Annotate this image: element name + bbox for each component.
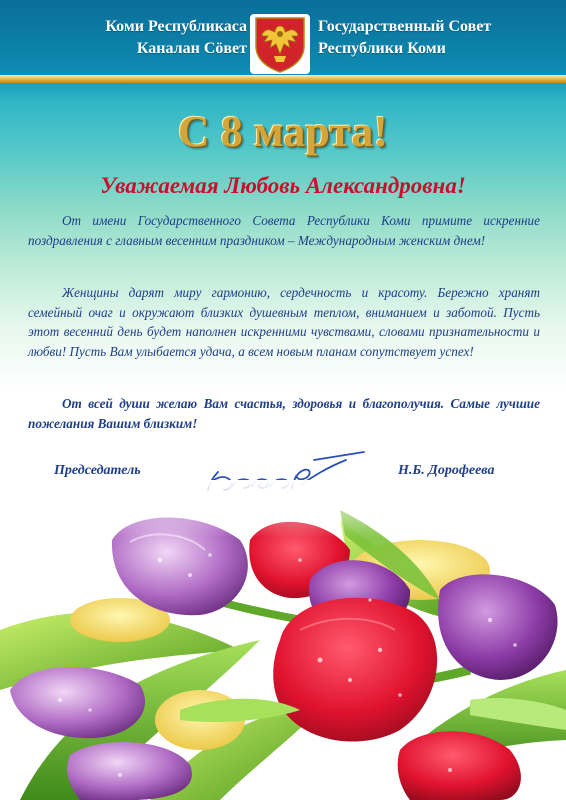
salutation: Уважаемая Любовь Александровна!	[100, 173, 466, 198]
tulips-illustration	[0, 480, 566, 800]
coat-of-arms-komi-icon	[248, 12, 312, 76]
body-paragraph-1: От имени Государственного Совета Республики Коми примите искренние поздравления с главным весенним праздником – Международным женским днем!	[28, 213, 540, 248]
greeting-title: С 8 марта!	[177, 107, 389, 156]
header-left-line1: Коми Республикаса	[105, 18, 247, 35]
signatory-name: Н.Б. Дорофеева	[398, 463, 495, 478]
header-right-line2: Республики Коми	[318, 40, 446, 57]
header-right-line1: Государственный Совет	[318, 18, 492, 35]
signatory-title: Председатель	[54, 463, 141, 478]
body-paragraph-3: От всей души желаю Вам счастья, здоровья и благополучия. Самые лучшие пожелания Вашим близким!	[28, 396, 540, 431]
header-divider	[0, 75, 566, 83]
header-gossovet-name	[318, 16, 548, 60]
header-left-line2: Каналан Сӧвет	[136, 40, 247, 57]
header-komi-name	[52, 16, 247, 60]
body-paragraph-2: Женщины дарят миру гармонию, сердечность и красоту. Бережно хранят семейный очаг и окружают близких душевным теплом, вниманием и заботой. Пусть этот весенний день будет наполнен искренними чувствами, словами признательности и любви! Пусть Вам улыбается удача, а всем новым планам сопутствует успех!	[28, 285, 540, 359]
